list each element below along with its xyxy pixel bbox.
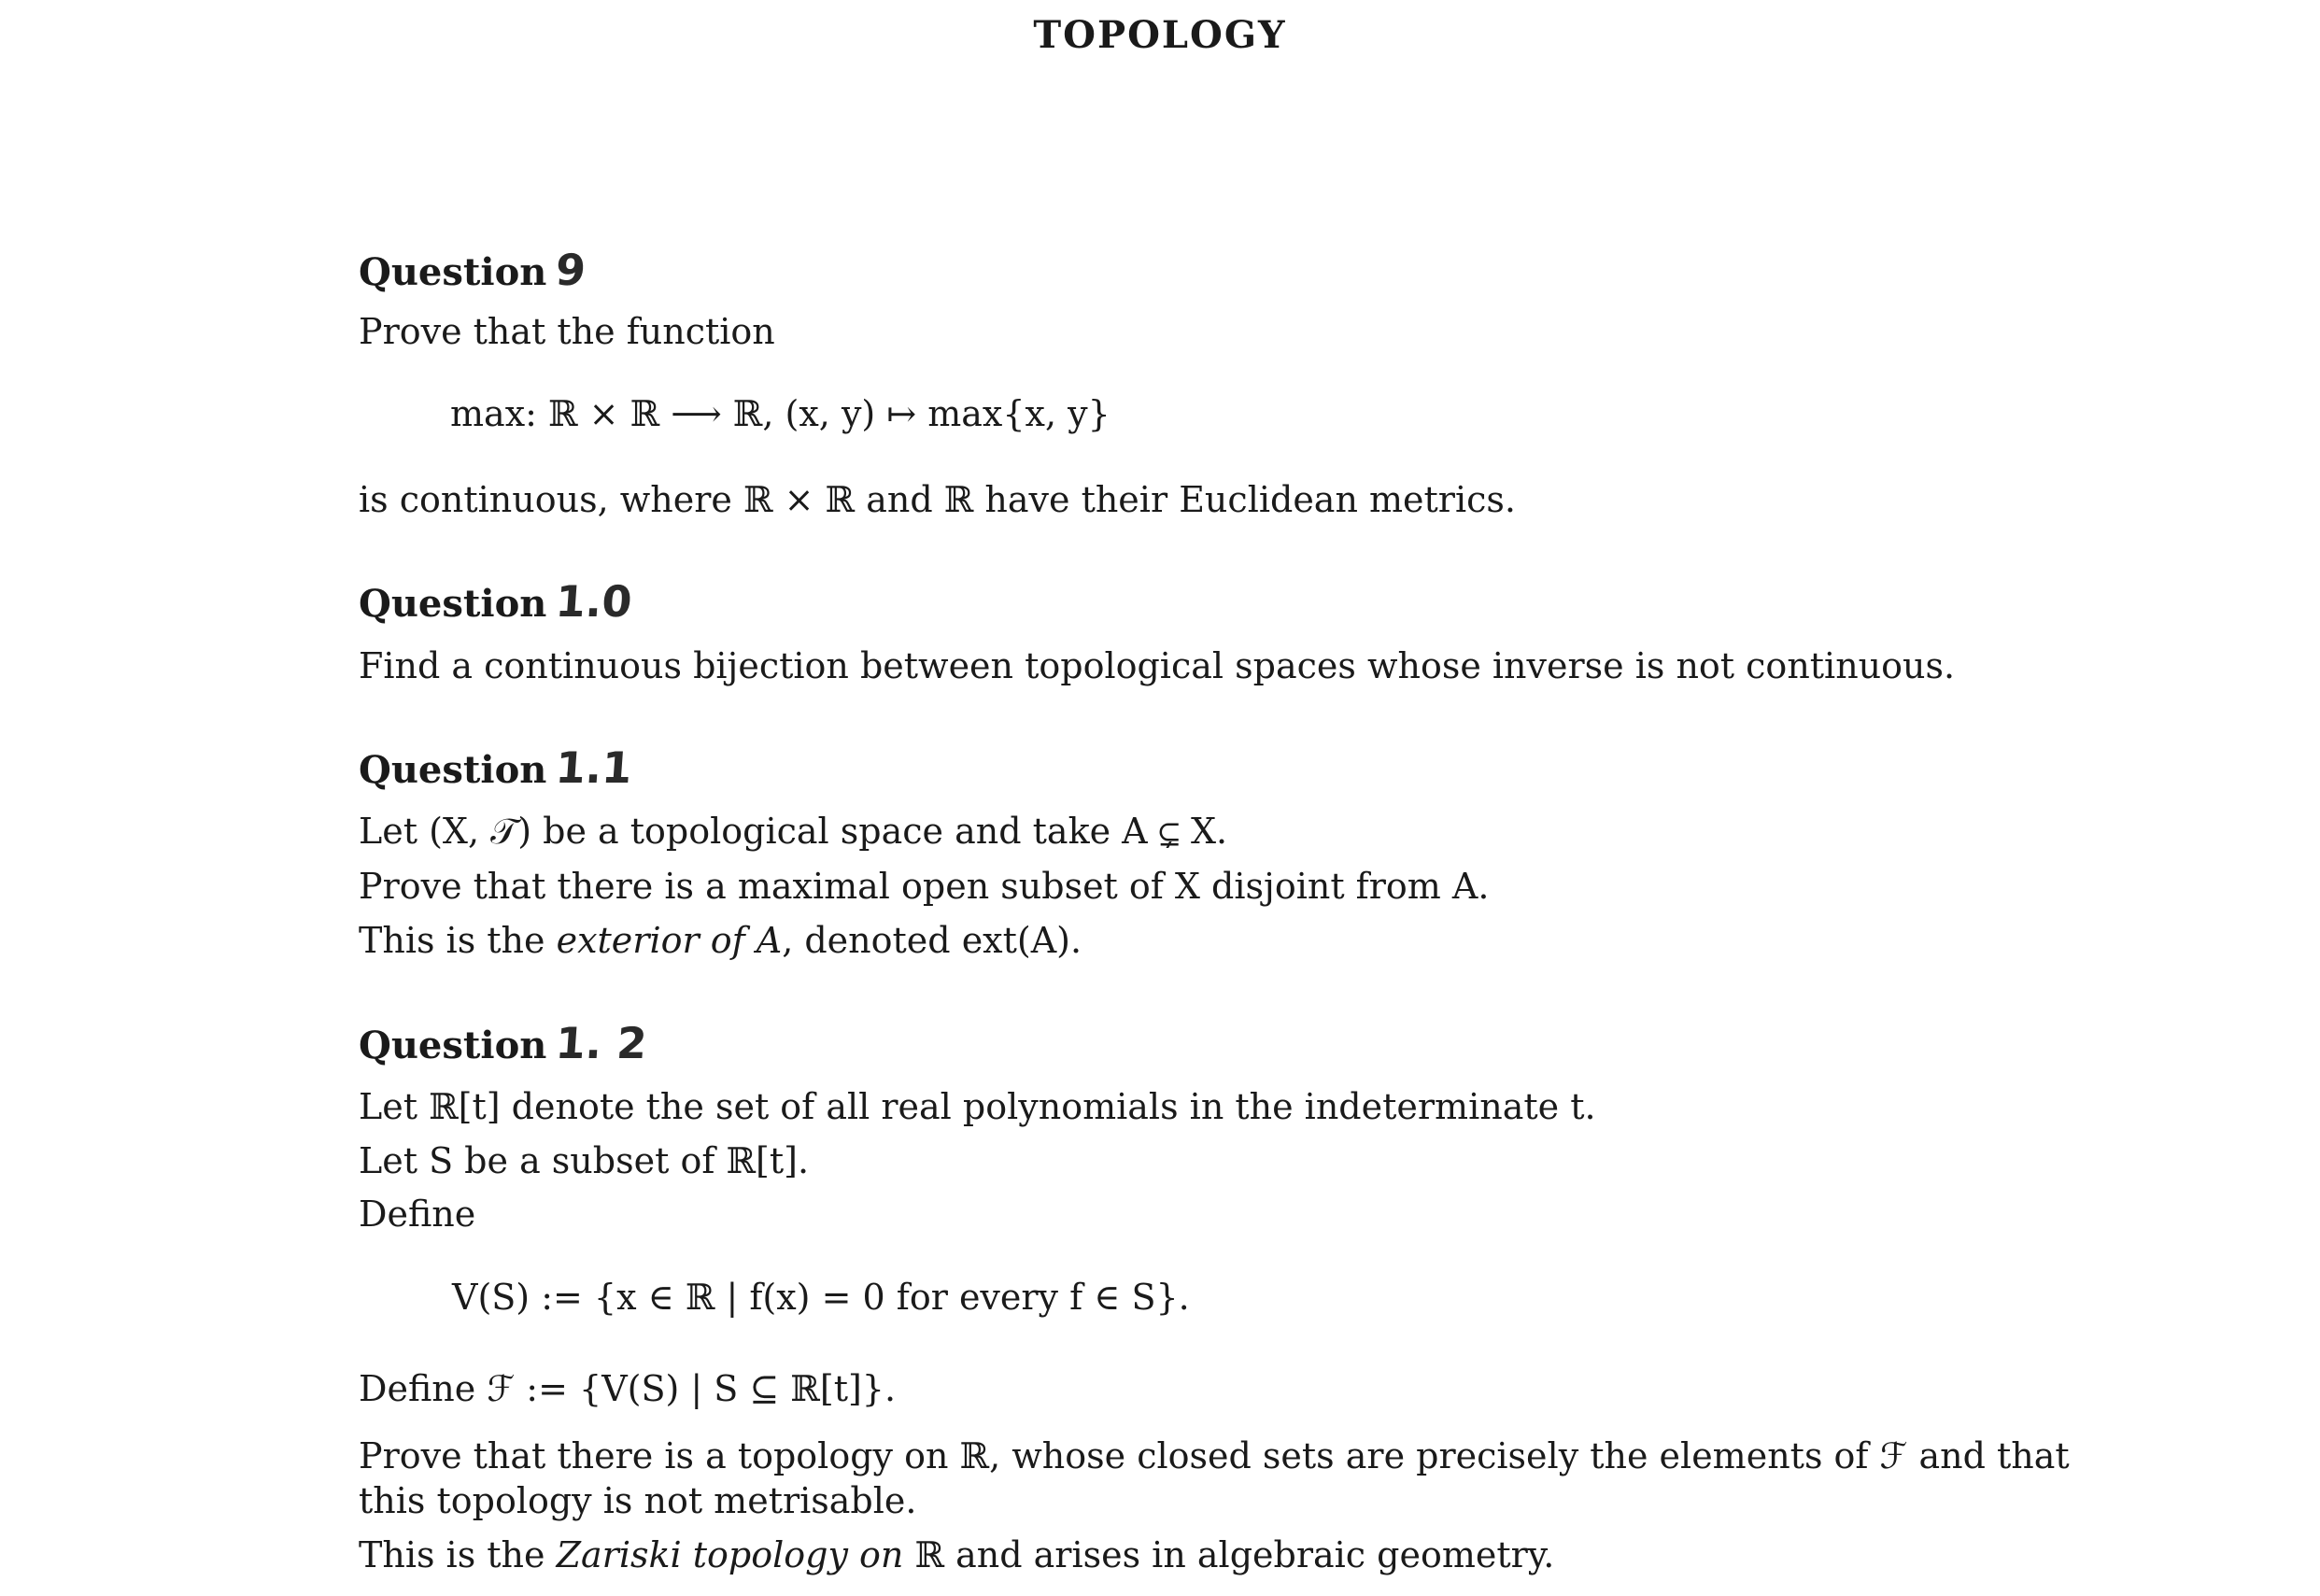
q12-line1: Let ℝ[t] denote the set of all real polynomials in the indeterminate t. [359,1086,1596,1127]
q12-formula: V(S) := {x ∈ ℝ | f(x) = 0 for every f ∈ S}. [452,1277,1190,1318]
q12-line6-emphasis: Zariski topology on [556,1534,904,1575]
question-label: Question [359,250,547,294]
handwritten-number: 1.1 [554,742,634,793]
q12-line2: Let S be a subset of ℝ[t]. [359,1140,810,1181]
handwritten-number: 1. 2 [554,1018,649,1068]
q11-line3-pre: This is the [359,920,557,961]
q11-line2: Prove that there is a maximal open subset of X disjoint from A. [359,866,1490,907]
handwritten-number: 9 [554,245,588,295]
question-label: Question [359,582,547,626]
q11-line3 [359,920,1082,961]
page-title: TOPOLOGY [1033,13,1287,57]
question-12-heading [359,1018,647,1068]
question-label: Question [359,748,547,792]
q12-line4: Define ℱ := {V(S) | S ⊆ ℝ[t]}. [359,1368,897,1409]
handwritten-number: 1.0 [554,576,634,627]
q9-formula: max: ℝ × ℝ ⟶ ℝ, (x, y) ↦ max{x, y} [450,393,1110,434]
q12-line5a: Prove that there is a topology on ℝ, whose closed sets are precisely the elements of ℱ and that [359,1435,2070,1476]
question-label: Question [359,1024,547,1067]
q11-line3-emphasis: exterior of A [556,920,783,961]
q11-line1: Let (X, 𝒯) be a topological space and take A ⊊ X. [359,811,1228,852]
q11-line3-post: , denoted ext(A). [782,920,1082,961]
question-10-heading [359,576,632,627]
q12-line6 [359,1534,1555,1575]
q9-intro: Prove that the function [359,311,775,352]
q12-line6-pre: This is the [359,1534,557,1575]
question-11-heading [359,742,632,793]
q12-line3: Define [359,1193,476,1235]
q10-text: Find a continuous bijection between topological spaces whose inverse is not continuous. [359,645,1956,686]
q12-line6-post: ℝ and arises in algebraic geometry. [903,1534,1555,1575]
q9-after: is continuous, where ℝ × ℝ and ℝ have their Euclidean metrics. [359,479,1516,520]
q12-line5b: this topology is not metrisable. [359,1480,917,1521]
question-9-heading [359,245,586,295]
